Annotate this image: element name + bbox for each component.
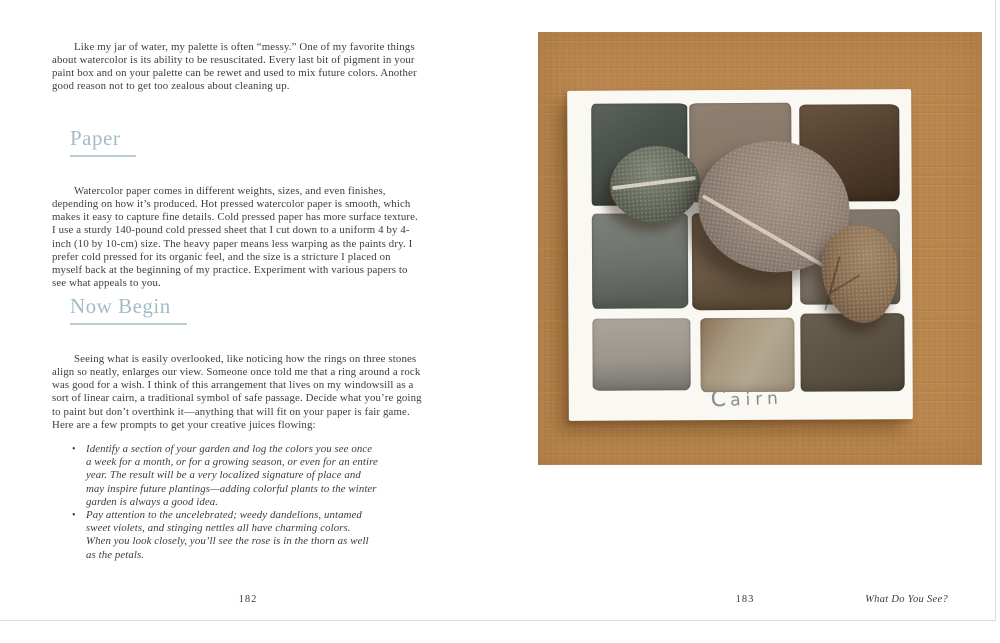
swatch-light-warm-gray <box>592 318 690 391</box>
prompt-list <box>72 443 378 562</box>
page-edge-right-line <box>995 0 996 621</box>
intro-paragraph: Like my jar of water, my palette is often “messy.” One of my favorite things about watercolor is its ability to be resuscitated. Every last bit of pigment in your paint box and on your palette can be rewet and used to mix future colors. Another good reason not to get too zealous about cleaning up. <box>52 40 417 93</box>
caption-cairn <box>686 384 807 414</box>
section-body-now-begin: Seeing what is easily overlooked, like noticing how the rings on three stones align so neatly, enlarges our view. Someone once told me that a ring around a rock was good for a wish. I think of this arrangement that lives on my windowsill as a sort of linear cairn, a traditional symbol of safe passage. Decide what you’re going to paint but don’t overthink it—anything that will fit on your paper is fair game. Here are a few prompts to get your creative juices flowing: <box>52 352 422 431</box>
section-heading-paper-text: Paper <box>70 126 136 157</box>
section-body-paper: Watercolor paper comes in different weights, sizes, and even finishes, depending on how it’s produced. Hot pressed watercolor paper is smooth, which makes it easy to capture fine details. Cold pressed paper has more surface texture. I use a sturdy 140-pound cold pressed sheet that I cut down to a uniform 4 by 4-inch (10 by 10-cm) size. The heavy paper means less warping as the paints dry. I prefer cold pressed for its organic feel, and the size is a stricture I placed on myself back at the beginning of my practice. Experiment with various papers to see what appeals to you. <box>52 184 418 290</box>
caption-cairn-rest: airn <box>729 388 784 411</box>
swatch-medium-gray <box>592 213 688 309</box>
caption-cairn-first-letter: C <box>710 386 731 413</box>
cairn-photo <box>538 32 982 465</box>
prompt-item-garden-log: • Identify a section of your garden and log the colors you see once a week for a month, or for a growing season, or even for an entire year. The result will be a very localized signature of place and may inspire future plantings—adding colorful plants to the winter garden is always a good idea. <box>72 443 378 509</box>
page-number-left: 182 <box>238 594 258 605</box>
prompt-item-uncelebrated: • Pay attention to the uncelebrated; weedy dandelions, untamed sweet violets, and stinging nettles all have charming colors. When you look closely, you’ll see the rose is in the thorn as well as the petals. <box>72 509 378 562</box>
swatch-light-tan <box>700 318 794 392</box>
running-footer: What Do You See? <box>865 594 948 605</box>
section-heading-now-begin-text: Now Begin <box>70 294 187 325</box>
page-number-right: 183 <box>735 594 755 605</box>
swatch-dark-olive-brown <box>800 313 904 392</box>
section-heading-now-begin <box>70 294 187 325</box>
page-edge-bottom-line <box>0 620 996 621</box>
section-heading-paper <box>70 126 136 157</box>
